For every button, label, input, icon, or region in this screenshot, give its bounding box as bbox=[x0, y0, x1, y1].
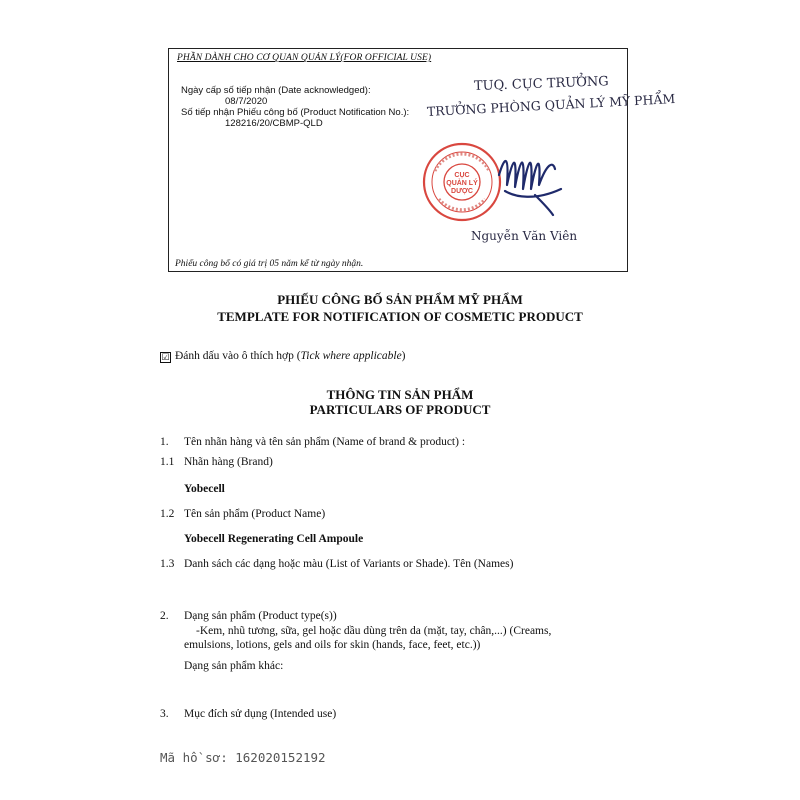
item-3-number: 3. bbox=[160, 708, 169, 720]
signer-name: Nguyễn Văn Viên bbox=[471, 229, 578, 243]
item-1-3-number: 1.3 bbox=[160, 558, 175, 570]
item-1-2-label: Tên sản phẩm (Product Name) bbox=[184, 508, 326, 520]
item-1-label: Tên nhãn hàng và tên sản phẩm (Name of brand & product) : bbox=[184, 436, 466, 448]
item-1-1-label: Nhãn hàng (Brand) bbox=[184, 456, 273, 468]
handwritten-signature bbox=[495, 145, 565, 217]
item-2-number: 2. bbox=[160, 610, 169, 622]
product-type-line-1: -Kem, nhũ tương, sữa, gel hoặc dầu dùng trên da (mặt, tay, chân,...) (Creams, bbox=[196, 625, 552, 637]
tuq-title: TUQ. CỤC TRƯỞNG bbox=[473, 74, 609, 94]
item-2 bbox=[160, 610, 337, 622]
item-1-3 bbox=[160, 558, 513, 570]
tick-instruction bbox=[160, 350, 406, 363]
form-title-en: TEMPLATE FOR NOTIFICATION OF COSMETIC PRODUCT bbox=[217, 309, 583, 324]
item-1-2 bbox=[160, 508, 325, 520]
product-name-value: Yobecell Regenerating Cell Ampoule bbox=[184, 533, 364, 545]
brand-value: Yobecell bbox=[184, 483, 225, 495]
item-1-2-number: 1.2 bbox=[160, 508, 175, 520]
official-stamp bbox=[421, 141, 503, 223]
tick-instruction-close: ) bbox=[401, 350, 406, 362]
department-head-title: TRƯỞNG PHÒNG QUẢN LÝ MỸ PHẨM bbox=[426, 91, 676, 119]
item-2-label: Dạng sản phẩm (Product type(s)) bbox=[184, 610, 337, 622]
tick-instruction-vi: Đánh dấu vào ô thích hợp ( bbox=[175, 350, 301, 362]
particulars-title-vi: THÔNG TIN SẢN PHẨM bbox=[326, 387, 474, 402]
form-title-vi: PHIẾU CÔNG BỐ SẢN PHẨM MỸ PHẨM bbox=[277, 292, 523, 307]
notification-number-label: Số tiếp nhận Phiếu công bố (Product Notification No.): bbox=[181, 107, 410, 118]
date-acknowledged-value: 08/7/2020 bbox=[225, 96, 268, 107]
official-use-box bbox=[168, 48, 676, 272]
other-product-type: Dạng sản phẩm khác: bbox=[184, 660, 284, 672]
notification-number-value: 128216/20/CBMP-QLD bbox=[225, 118, 323, 129]
item-1 bbox=[160, 436, 465, 448]
particulars-title-en: PARTICULARS OF PRODUCT bbox=[309, 402, 491, 417]
svg-text:QUẢN LÝ: QUẢN LÝ bbox=[446, 180, 478, 187]
item-1-number: 1. bbox=[160, 436, 169, 448]
item-3 bbox=[160, 708, 336, 720]
item-1-1 bbox=[160, 456, 273, 468]
tick-instruction-en: Tick where applicable bbox=[300, 350, 402, 362]
svg-text:DƯỢC: DƯỢC bbox=[451, 188, 473, 195]
item-1-1-number: 1.1 bbox=[160, 456, 175, 468]
item-3-label: Mục đích sử dụng (Intended use) bbox=[184, 708, 337, 720]
svg-text:CỤC: CỤC bbox=[454, 172, 470, 179]
product-type-line-2: emulsions, lotions, gels and oils for skin (hands, face, feet, etc.)) bbox=[184, 639, 481, 651]
date-acknowledged-label: Ngày cấp số tiếp nhận (Date acknowledged): bbox=[181, 85, 371, 96]
dossier-code: Mã hồ sơ: 162020152192 bbox=[160, 750, 326, 765]
checked-checkbox-icon: ☑ bbox=[161, 352, 170, 362]
validity-note: Phiếu công bố có giá trị 05 năm kể từ ngày nhận. bbox=[175, 259, 364, 269]
item-1-3-label: Danh sách các dạng hoặc màu (List of Variants or Shade). Tên (Names) bbox=[184, 558, 514, 570]
official-use-heading: PHẦN DÀNH CHO CƠ QUAN QUẢN LÝ(FOR OFFICIAL USE) bbox=[177, 53, 432, 63]
